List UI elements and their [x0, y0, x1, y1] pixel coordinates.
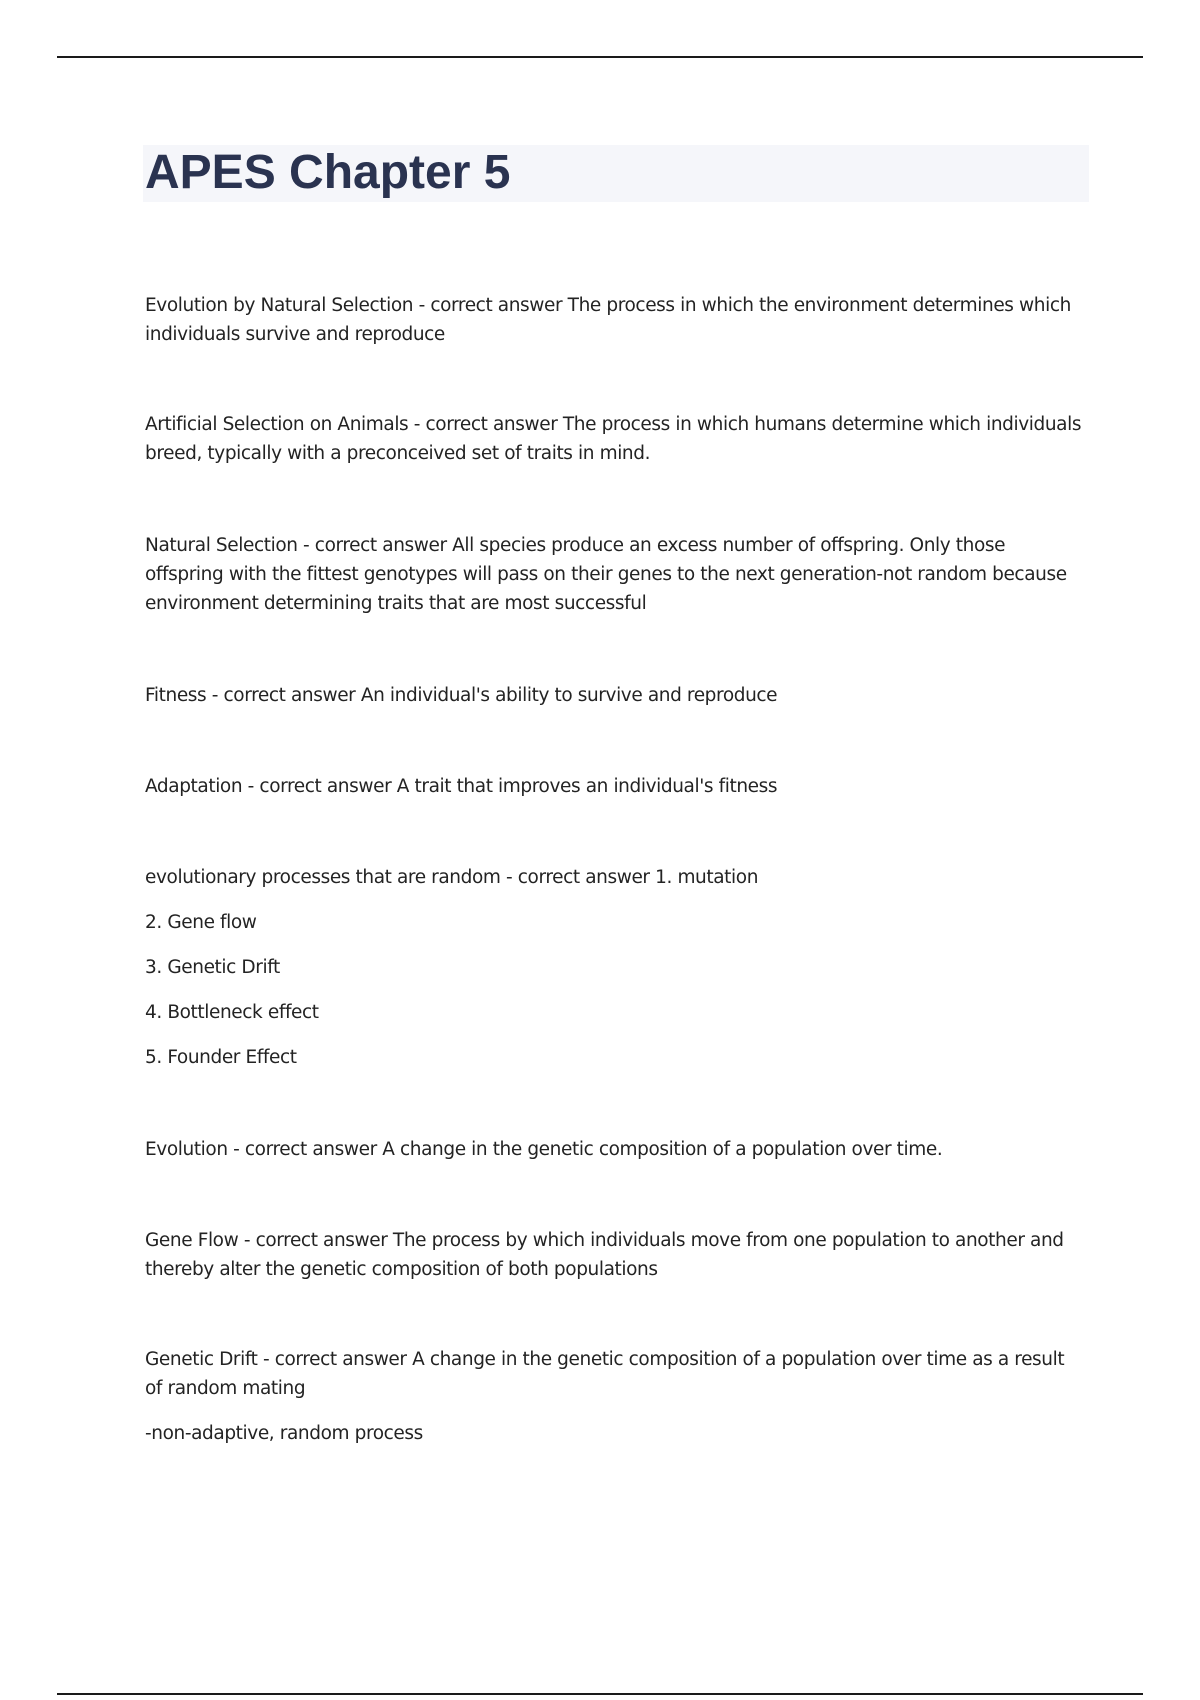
entry-text: evolutionary processes that are random - correct answer 1. mutation: [145, 867, 759, 888]
entry-fitness: [145, 681, 1085, 710]
entry-genetic-drift: [145, 1345, 1085, 1448]
entry-text: Evolution - correct answer A change in the genetic composition of a population over time.: [145, 1139, 943, 1160]
entry-adaptation: [145, 772, 1085, 801]
entry-line: 5. Founder Effect: [145, 1047, 297, 1068]
entry-text: Gene Flow - correct answer The process by which individuals move from one population to another and thereby alter the genetic composition of both populations: [145, 1230, 1064, 1280]
entry-natural-selection: [145, 531, 1085, 618]
entry-gene-flow: [145, 1226, 1085, 1284]
footer-rule: [57, 1693, 1143, 1695]
entry-artificial-selection: [145, 410, 1085, 468]
entry-line: -non-adaptive, random process: [145, 1423, 423, 1444]
header-rule: [57, 56, 1143, 58]
entry-line: 3. Genetic Drift: [145, 957, 280, 978]
entry-text: Adaptation - correct answer A trait that improves an individual's fitness: [145, 776, 778, 797]
entry-text: Evolution by Natural Selection - correct answer The process in which the environment determines which individuals survive and reproduce: [145, 295, 1071, 345]
entry-line: 4. Bottleneck effect: [145, 1002, 319, 1023]
entry-evolution-by-natural-selection: [145, 291, 1085, 349]
page-title: APES Chapter 5: [145, 146, 511, 199]
entry-line: 2. Gene flow: [145, 912, 257, 933]
entry-random-processes: [145, 863, 1085, 1072]
entry-evolution: [145, 1135, 1085, 1164]
entry-text: Genetic Drift - correct answer A change in the genetic composition of a population over time as a result of random mating: [145, 1349, 1065, 1399]
entry-text: Fitness - correct answer An individual's ability to survive and reproduce: [145, 685, 778, 706]
entry-text: Artificial Selection on Animals - correct answer The process in which humans determine which individuals breed, typically with a preconceived set of traits in mind.: [145, 414, 1082, 464]
entry-text: Natural Selection - correct answer All species produce an excess number of offspring. Only those offspring with the fittest genotypes will pass on their genes to the next generation-not random because environment determining traits that are most successful: [145, 535, 1067, 614]
